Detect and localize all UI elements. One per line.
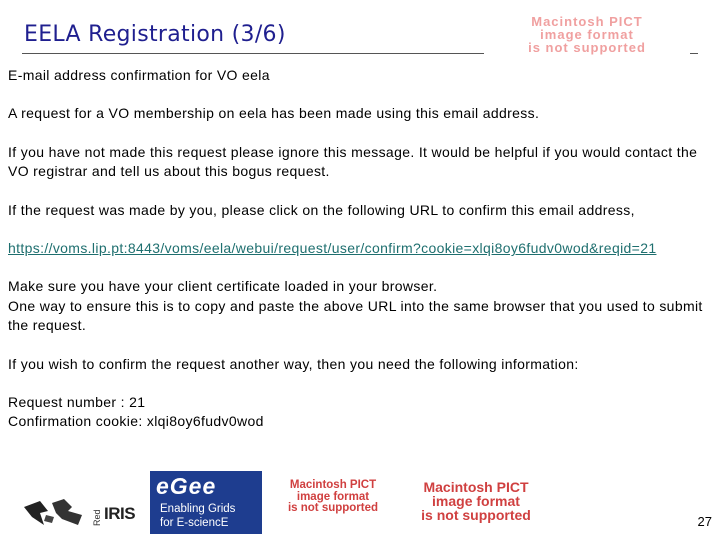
partner-logo-icon [22,497,88,529]
email-body [8,66,712,432]
egee-tagline-line2: for E-sciencE [160,517,229,529]
request-number: Request number : 21 [8,394,146,411]
browser-line: One way to ensure this is to copy and paste the above URL into the same browser that you used to submit the request. [8,297,703,334]
pict-line: image format [540,27,634,42]
pict-line: Macintosh PICT [423,479,529,495]
slide-title: EELA Registration (3/6) [24,22,286,47]
egee-logo [150,471,262,534]
paragraph-request: A request for a VO membership on eela has been made using this email address. [8,105,540,122]
rediris-iris-text: IRIS [104,504,136,523]
rediris-logo [92,498,136,528]
egee-tagline-line1: Enabling Grids [160,503,236,515]
paragraph-ignore: If you have not made this request please ignore this message. It would be helpful if you would contact the VO registrar and tell us about this bogus request. [8,143,698,180]
unsupported-image-placeholder-small [271,480,395,515]
confirm-url-link[interactable]: https://voms.lip.pt:8443/voms/eela/webui/request/user/confirm?cookie=xlqi8oy6fudv0wod&reqid=21 [8,240,657,257]
pict-line: image format [296,490,370,503]
confirm-url-paragraph [8,239,712,258]
unsupported-image-placeholder-top [484,15,690,54]
pict-line: is not supported [421,507,531,523]
pict-line: is not supported [287,502,379,514]
certificate-line: Make sure you have your client certificate loaded in your browser. [8,278,438,295]
paragraph-certificate [8,277,712,335]
unsupported-image-placeholder-large [396,480,556,522]
page-number: 27 [697,514,712,529]
egee-tagline [160,502,235,530]
pict-line: is not supported [528,40,646,55]
paragraph-confirm: If the request was made by you, please click on the following URL to confirm this email address, [8,201,635,218]
paragraph-alternative: If you wish to confirm the request another way, then you need the following information: [8,355,579,372]
pict-line: image format [432,493,520,509]
confirmation-cookie: Confirmation cookie: xlqi8oy6fudv0wod [8,413,264,430]
rediris-red-text: Red [92,509,102,526]
pict-line: Macintosh PICT [531,14,643,29]
egee-wordmark: eGee [156,473,217,499]
pict-line: Macintosh PICT [289,479,377,491]
email-subject: E-mail address confirmation for VO eela [8,67,270,83]
